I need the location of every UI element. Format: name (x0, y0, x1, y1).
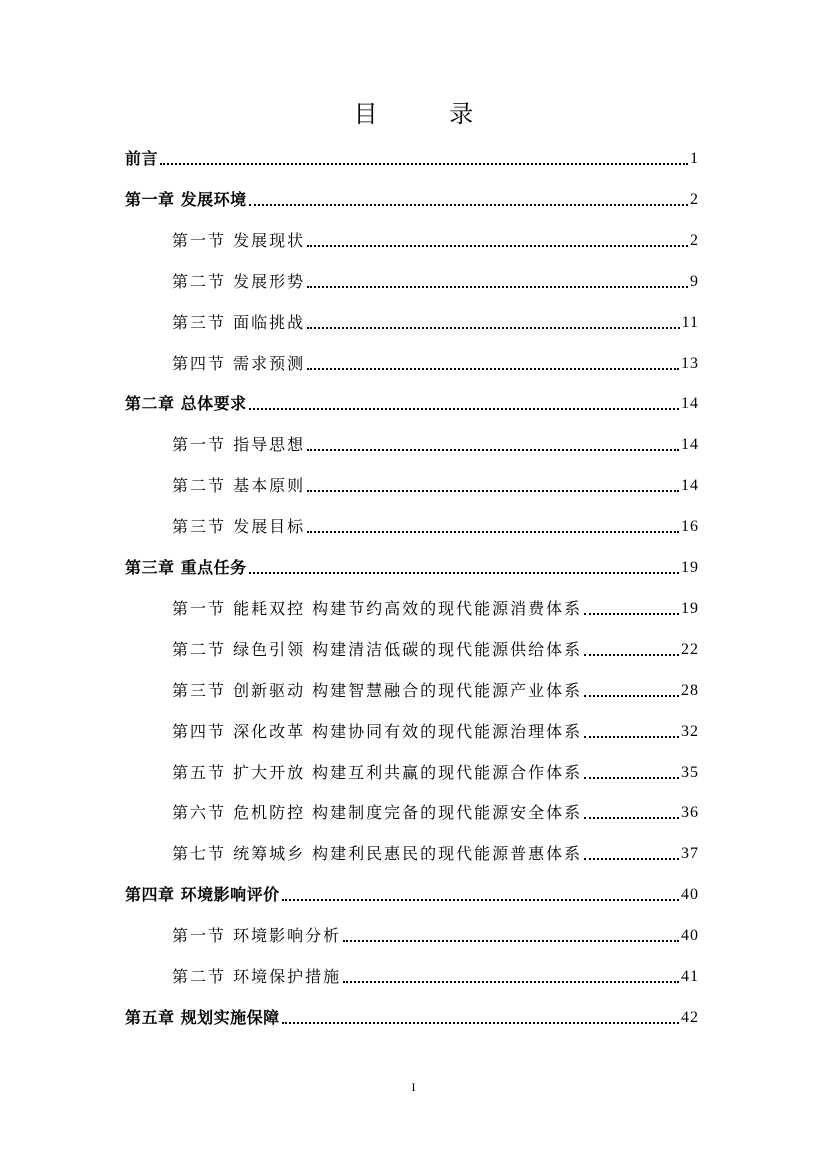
toc-section-entry[interactable] (172, 920, 699, 946)
toc-entry-page-number: 35 (681, 763, 699, 781)
toc-entry-label: 第二章 总体要求 (125, 394, 247, 414)
toc-section-entry[interactable] (172, 838, 699, 864)
toc-entry-label: 第三节 创新驱动 构建智慧融合的现代能源产业体系 (172, 680, 583, 700)
toc-chapter-entry[interactable] (125, 1002, 699, 1028)
toc-entry-label: 第一节 能耗双控 构建节约高效的现代能源消费体系 (172, 598, 583, 618)
toc-entry-label: 第一节 发展现状 (172, 230, 306, 250)
dot-leader (584, 776, 679, 779)
dot-leader (249, 203, 688, 206)
dot-leader (307, 448, 679, 451)
dot-leader (307, 244, 688, 247)
toc-entry-label: 第一章 发展环境 (125, 189, 247, 209)
toc-section-entry[interactable] (172, 716, 699, 742)
toc-entry-label: 第七节 统筹城乡 构建利民惠民的现代能源普惠体系 (172, 844, 583, 864)
dot-leader (282, 898, 679, 901)
dot-leader (307, 530, 679, 533)
toc-entry-label: 第一节 指导思想 (172, 435, 306, 455)
toc-entry-label: 前言 (125, 149, 159, 168)
toc-entry-page-number: 14 (681, 477, 699, 495)
toc-section-entry[interactable] (172, 593, 699, 619)
toc-chapter-entry[interactable] (125, 879, 699, 905)
toc-section-entry[interactable] (172, 511, 699, 537)
toc-entry-page-number: 40 (681, 886, 699, 904)
toc-entry-label: 第五节 扩大开放 构建互利共赢的现代能源合作体系 (172, 762, 583, 782)
toc-chapter-entry[interactable] (125, 388, 699, 414)
toc-entry-label: 第五章 规划实施保障 (125, 1007, 280, 1027)
toc-chapter-entry[interactable] (125, 143, 699, 169)
toc-entry-page-number: 36 (681, 804, 699, 822)
toc-entry-page-number: 13 (681, 354, 699, 372)
toc-entry-page-number: 19 (681, 599, 699, 617)
toc-entry-page-number: 1 (690, 150, 699, 167)
toc-entry-page-number: 11 (681, 313, 699, 331)
dot-leader (584, 857, 679, 860)
toc-entry-page-number: 37 (681, 845, 699, 863)
toc-section-entry[interactable] (172, 961, 699, 987)
toc-entry-label: 第二节 环境保护措施 (172, 967, 342, 986)
toc-entry-page-number: 2 (690, 190, 699, 208)
toc-entry-page-number: 22 (681, 640, 699, 658)
toc-entry-label: 第四节 深化改革 构建协同有效的现代能源治理体系 (172, 721, 583, 741)
toc-section-entry[interactable] (172, 429, 699, 455)
toc-chapter-entry[interactable] (125, 184, 699, 210)
dot-leader (249, 571, 679, 574)
page-number-footer: I (411, 1080, 416, 1094)
dot-leader (307, 489, 679, 492)
toc-entry-label: 第六节 危机防控 构建制度完备的现代能源安全体系 (172, 803, 583, 823)
toc-entry-page-number: 14 (681, 436, 699, 454)
toc-entry-label: 第二节 绿色引领 构建清洁低碳的现代能源供给体系 (172, 639, 583, 659)
dot-leader (343, 980, 679, 983)
dot-leader (160, 162, 688, 165)
toc-entry-page-number: 2 (690, 231, 699, 249)
dot-leader (584, 612, 679, 615)
toc-entry-label: 第三节 发展目标 (172, 517, 306, 537)
toc-section-entry[interactable] (172, 634, 699, 660)
toc-section-entry[interactable] (172, 307, 699, 333)
toc-entry-label: 第四节 需求预测 (172, 353, 306, 373)
dot-leader (307, 367, 679, 370)
toc-entry-label: 第一节 环境影响分析 (172, 926, 342, 946)
toc-chapter-entry[interactable] (125, 552, 699, 578)
toc-entry-page-number: 14 (681, 395, 699, 413)
dot-leader (249, 407, 679, 410)
dot-leader (584, 694, 679, 697)
dot-leader (584, 816, 679, 819)
toc-entry-label: 第二节 基本原则 (172, 476, 306, 496)
dot-leader (282, 1021, 679, 1024)
toc-section-entry[interactable] (172, 266, 699, 292)
dot-leader (584, 653, 679, 656)
toc-entry-label: 第二节 发展形势 (172, 271, 306, 291)
toc-title: 目 录 (353, 100, 506, 128)
toc-entry-label: 第三节 面临挑战 (172, 312, 306, 332)
toc-entry-label: 第四章 环境影响评价 (125, 885, 280, 905)
toc-section-entry[interactable] (172, 797, 699, 823)
dot-leader (307, 326, 680, 329)
toc-entry-page-number: 9 (690, 272, 699, 290)
toc-entry-page-number: 42 (681, 1008, 699, 1026)
dot-leader (343, 939, 679, 942)
toc-entry-page-number: 32 (681, 722, 699, 740)
toc-section-entry[interactable] (172, 675, 699, 701)
toc-section-entry[interactable] (172, 348, 699, 374)
toc-entry-page-number: 41 (681, 968, 699, 985)
toc-section-entry[interactable] (172, 757, 699, 783)
toc-section-entry[interactable] (172, 225, 699, 251)
toc-entry-page-number: 19 (681, 559, 699, 576)
toc-entry-page-number: 16 (681, 518, 699, 536)
toc-entry-page-number: 40 (681, 927, 699, 945)
dot-leader (584, 735, 679, 738)
toc-entry-page-number: 28 (681, 681, 699, 699)
dot-leader (307, 285, 688, 288)
toc-entry-label: 第三章 重点任务 (125, 558, 247, 577)
toc-section-entry[interactable] (172, 470, 699, 496)
